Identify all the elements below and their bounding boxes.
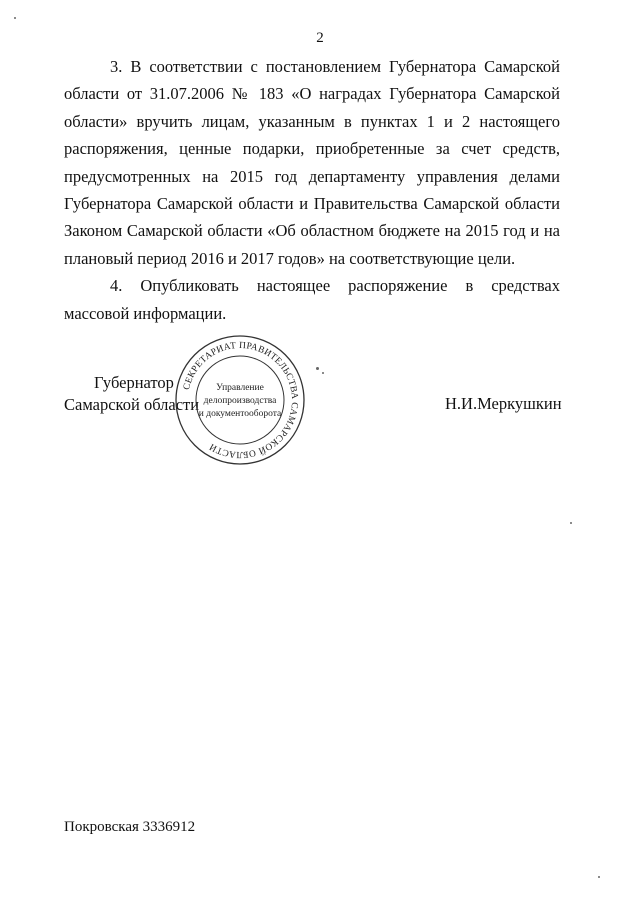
signatory-title-line2: Самарской области (64, 395, 200, 414)
stamp-center-line3: и документооборота (198, 409, 282, 419)
scan-speck (14, 17, 16, 19)
stamp-ring-text: СЕКРЕТАРИАТ ПРАВИТЕЛЬСТВА САМАРСКОЙ ОБЛАСТИ (182, 340, 300, 460)
scan-speck (598, 876, 600, 878)
page-number: 2 (316, 30, 324, 46)
signatory-name: Н.И.Меркушкин (445, 394, 562, 413)
paragraph-4: 4. Опубликовать настоящее распоряжение в средствах массовой информации. (64, 276, 560, 323)
scan-speck (322, 372, 324, 374)
document-body (64, 53, 560, 327)
stamp-center-line1: Управление (216, 383, 264, 393)
scan-speck (570, 522, 572, 524)
stamp-center-line2: делопроизводства (203, 396, 277, 406)
paragraph-3: 3. В соответствии с постановлением Губернатора Самарской области от 31.07.2006 № 183 «О наградах Губернатора Самарской области» вручить лицам, указанным в пунктах 1 и 2 настоящего распоряжения, ценные подарки, приобретенные за счет средств, предусмотренных на 2015 год департаменту управления делами Губернатора Самарской области и Правительства Самарской области Законом Самарской области «Об областном бюджете на 2015 год и на плановый период 2016 и 2017 годов» на соответствующие цели. (64, 57, 560, 268)
executor-contact: Покровская 3336912 (64, 819, 196, 835)
signatory-title-line1: Губернатор (94, 373, 174, 392)
official-stamp (170, 330, 310, 470)
scan-speck (316, 367, 319, 370)
